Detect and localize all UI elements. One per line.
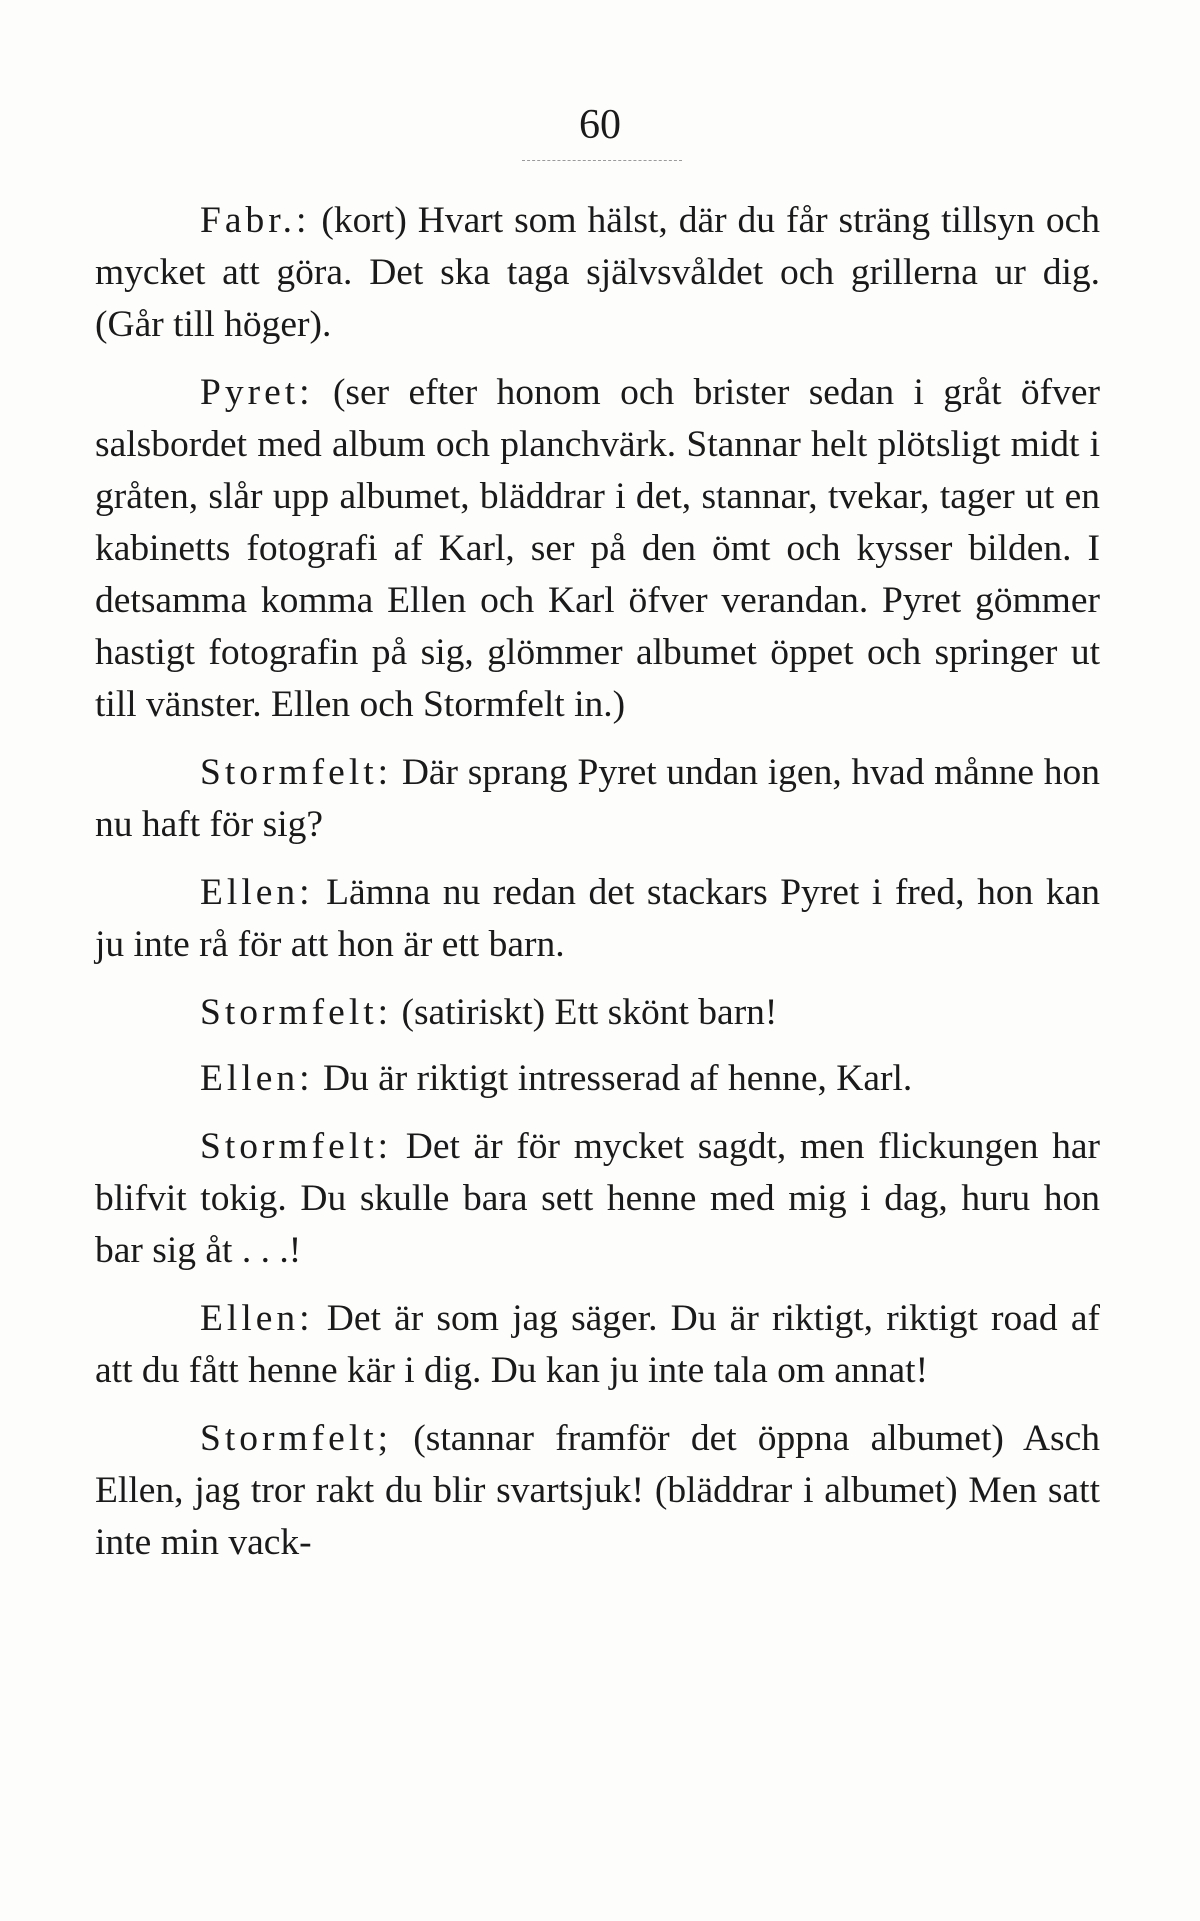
paragraph-text: Det är som jag säger. Du är riktigt, riktigt road af att du fått henne kär i dig. Du kan ju inte tala om annat! [95, 1298, 1100, 1391]
speaker-name: Fabr.: [200, 200, 311, 241]
paragraph [95, 1413, 1100, 1569]
paragraph-text: (ser efter honom och brister sedan i gråt öfver salsbordet med album och planchvärk. Stannar helt plötsligt midt i gråten, slår upp albumet, bläddrar i det, stannar, tvekar, tager ut en kabinetts fotografi af Karl, ser på den ömt och kysser bilden. I detsamma komma Ellen och Karl öfver verandan. Pyret gömmer hastigt fotografin på sig, glömmer albumet öppet och springer ut till vänster. Ellen och Stormfelt in.) [95, 372, 1101, 725]
speaker-name: Pyret: [200, 372, 314, 413]
page-number: 60 [579, 102, 621, 148]
paragraph [95, 987, 1100, 1039]
paragraph-text: Där sprang Pyret undan igen, hvad månne hon nu haft för sig? [95, 752, 1101, 845]
paragraph-text: Du är riktigt intresserad af henne, Karl. [322, 1058, 913, 1099]
paragraph [95, 867, 1100, 971]
paragraph [95, 1293, 1100, 1397]
paragraph-text: Lämna nu redan det stackars Pyret i fred, hon kan ju inte rå för att hon är ett barn. [95, 872, 1100, 965]
speaker-name: Stormfelt: [200, 1126, 393, 1167]
paragraph [95, 747, 1100, 851]
paragraph [95, 195, 1100, 351]
speaker-name: Ellen: [200, 1298, 314, 1339]
paragraph [95, 1053, 1100, 1105]
paragraph-text: (stannar framför det öppna albumet) Asch Ellen, jag tror rakt du blir svartsjuk! (bläddrar i albumet) Men satt inte min vack- [95, 1418, 1101, 1563]
speaker-name: Ellen: [200, 872, 314, 913]
header-rule [522, 160, 682, 161]
paragraph [95, 367, 1100, 731]
speaker-name: Stormfelt: [200, 752, 393, 793]
paragraph [95, 1121, 1100, 1277]
speaker-name: Stormfelt: [200, 992, 393, 1033]
paragraph-text: (satiriskt) Ett skönt barn! [401, 992, 778, 1033]
speaker-name: Ellen: [200, 1058, 314, 1099]
speaker-name: Stormfelt; [200, 1418, 393, 1459]
paragraph-text: Det är för mycket sagdt, men flickungen har blifvit tokig. Du skulle bara sett henne med mig i dag, huru hon bar sig åt . . .! [95, 1126, 1101, 1271]
dialogue-text [95, 195, 1100, 1585]
paragraph-text: (kort) Hvart som hälst, där du får sträng tillsyn och mycket att göra. Det ska taga självsvåldet och grillerna ur dig. (Går till höger). [95, 200, 1100, 345]
